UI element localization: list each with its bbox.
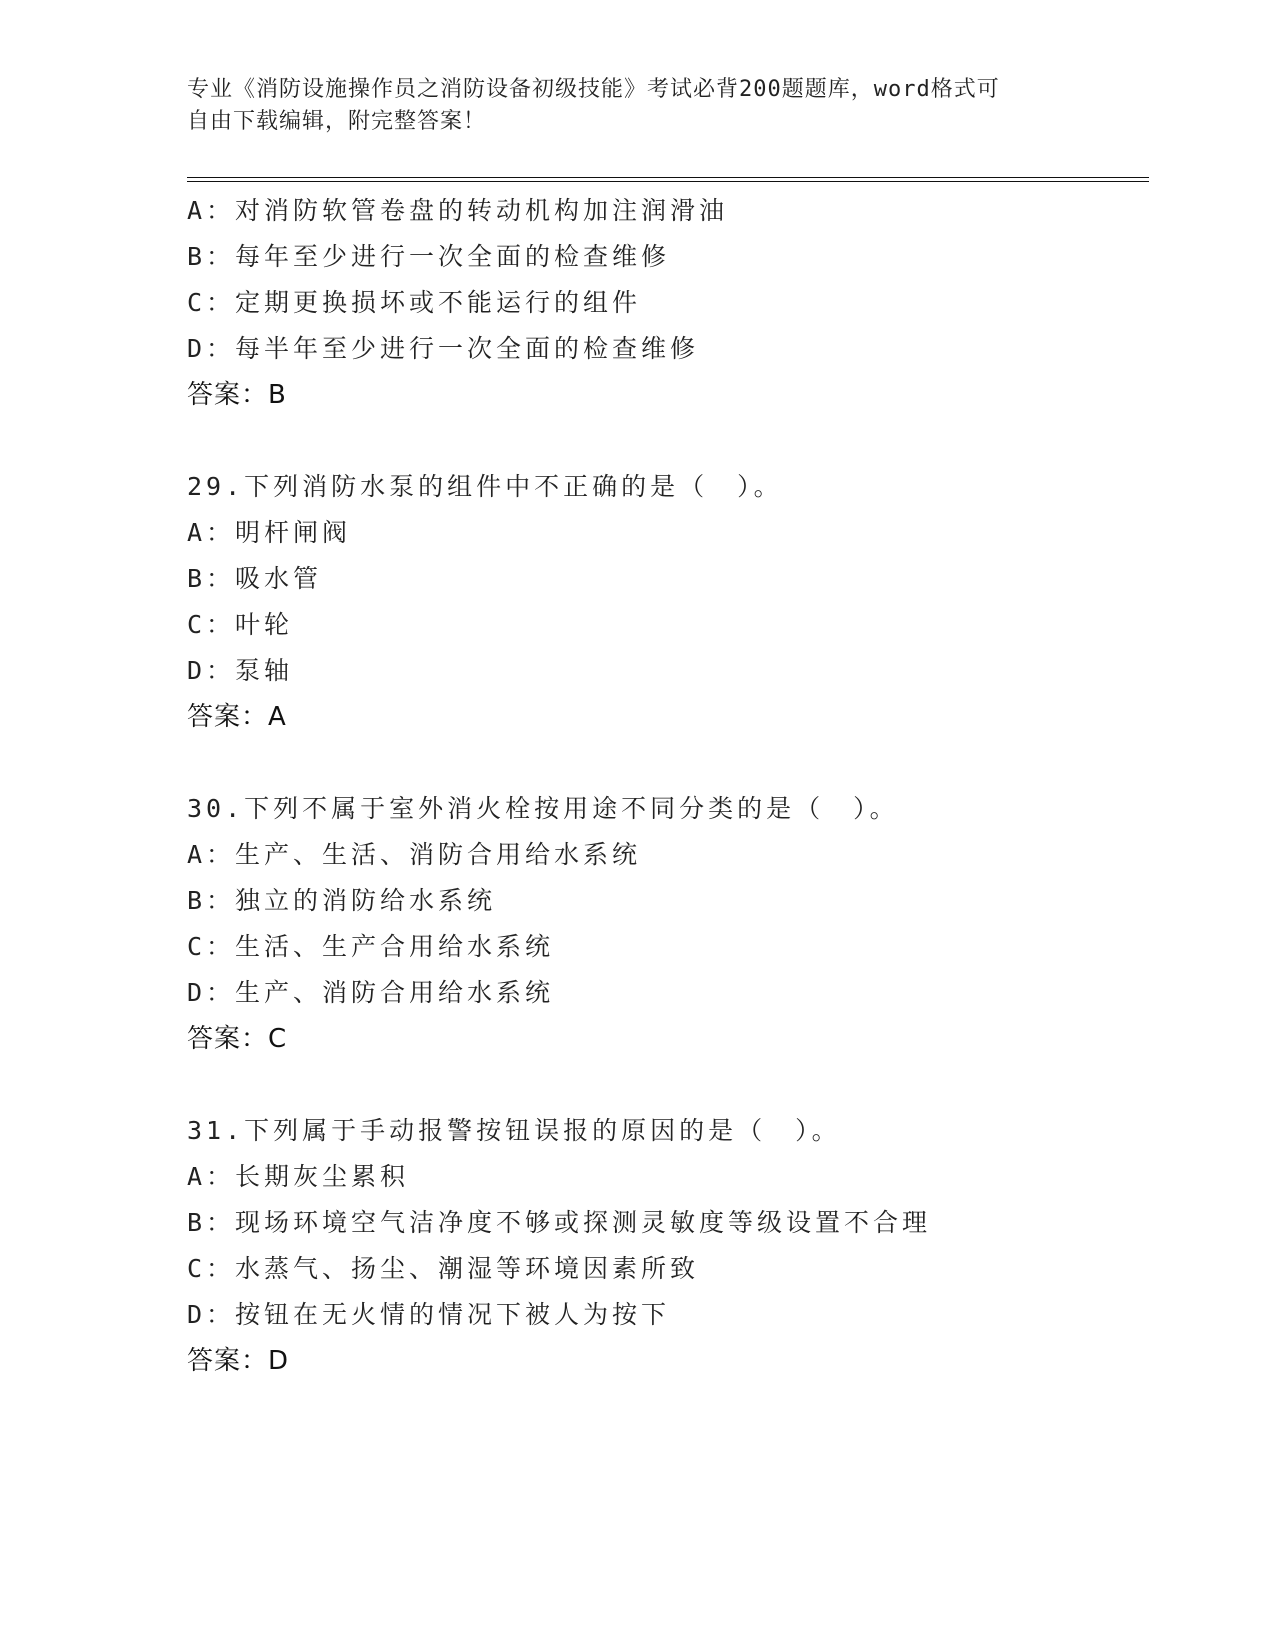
option-a: A：长期灰尘累积	[187, 1162, 410, 1191]
question-list	[187, 188, 1147, 1384]
document-header	[187, 74, 1067, 138]
option-a: A：明杆闸阀	[187, 518, 352, 547]
answer-label: 答案：D	[187, 1346, 290, 1376]
option-c: C：水蒸气、扬尘、潮湿等环境因素所致	[187, 1254, 700, 1283]
option-c: C：生活、生产合用给水系统	[187, 932, 555, 961]
option-d: D：泵轴	[187, 656, 294, 685]
header-divider-bottom	[187, 181, 1149, 182]
header-line-1: 专业《消防设施操作员之消防设备初级技能》考试必背200题题库，word格式可	[187, 77, 1000, 102]
spacer	[187, 1062, 1147, 1108]
answer-label: 答案：A	[187, 702, 287, 732]
option-b: B：现场环境空气洁净度不够或探测灵敏度等级设置不合理	[187, 1208, 932, 1237]
header-line-2: 自由下载编辑，附完整答案！	[187, 109, 487, 134]
question-block	[187, 188, 1147, 418]
header-divider-top	[187, 177, 1149, 178]
option-c: C：定期更换损坏或不能运行的组件	[187, 288, 642, 317]
option-d: D：按钮在无火情的情况下被人为按下	[187, 1300, 671, 1329]
option-c: C：叶轮	[187, 610, 294, 639]
spacer	[187, 740, 1147, 786]
option-b: B：吸水管	[187, 564, 323, 593]
option-b: B：每年至少进行一次全面的检查维修	[187, 242, 671, 271]
question-block	[187, 786, 1147, 1062]
question-stem: 31.下列属于手动报警按钮误报的原因的是（ ）。	[187, 1116, 841, 1145]
spacer	[187, 418, 1147, 464]
question-block	[187, 1108, 1147, 1384]
option-b: B：独立的消防给水系统	[187, 886, 497, 915]
question-stem: 29.下列消防水泵的组件中不正确的是（ ）。	[187, 472, 783, 501]
option-d: D：每半年至少进行一次全面的检查维修	[187, 334, 700, 363]
answer-label: 答案：C	[187, 1024, 288, 1054]
answer-label: 答案：B	[187, 380, 287, 410]
option-d: D：生产、消防合用给水系统	[187, 978, 555, 1007]
question-stem: 30.下列不属于室外消火栓按用途不同分类的是（ ）。	[187, 794, 899, 823]
question-block	[187, 464, 1147, 740]
option-a: A：对消防软管卷盘的转动机构加注润滑油	[187, 196, 729, 225]
option-a: A：生产、生活、消防合用给水系统	[187, 840, 642, 869]
